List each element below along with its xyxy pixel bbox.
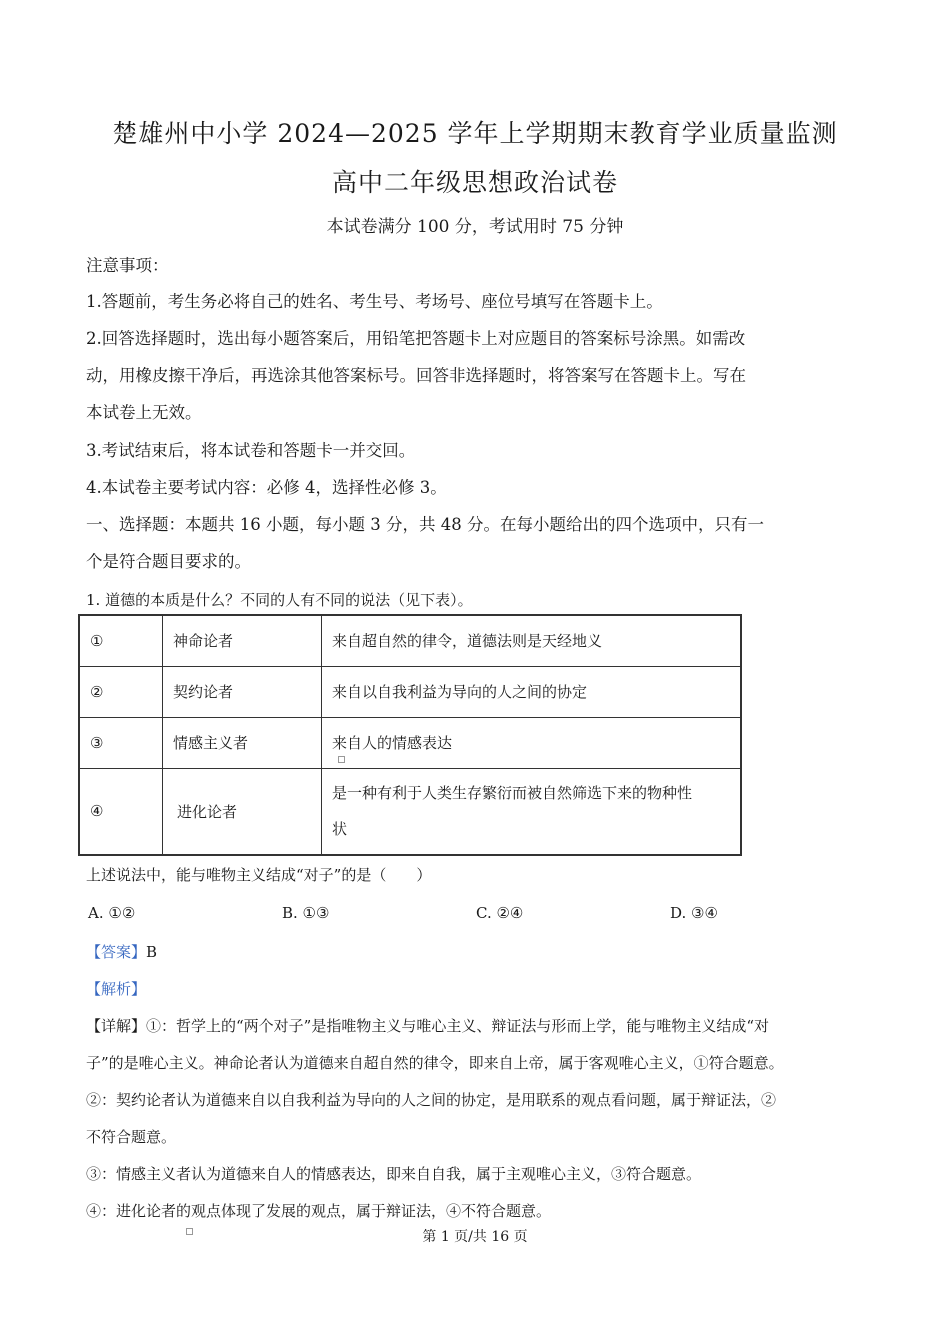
table-cell-name: 神命论者 <box>163 615 322 666</box>
exam-subtitle: 高中二年级思想政治试卷 <box>331 168 618 197</box>
detail-line: ④：进化论者的观点体现了发展的观点，属于辩证法，④不符合题意。 <box>86 1202 552 1220</box>
option-d: D. ③④ <box>670 904 718 922</box>
table-cell-num: ② <box>79 666 163 717</box>
table-cell-name <box>163 768 322 855</box>
exam-title: 楚雄州中小学 2024—2025 学年上学期期末教育学业质量监测 <box>112 119 838 148</box>
table-cell-name-text: 进化论者 <box>177 802 238 821</box>
notice-line: 3.考试结束后，将本试卷和答题卡一并交回。 <box>86 441 416 460</box>
detail-line: ③：情感主义者认为道德来自人的情感表达，即来自自我，属于主观唯心主义，③符合题意。 <box>86 1165 702 1183</box>
detail-line: ②：契约论者认为道德来自以自我利益为导向的人之间的协定，是用联系的观点看问题，属于辩证法，② <box>86 1091 777 1109</box>
notice-line: 动，用橡皮擦干净后，再选涂其他答案标号。回答非选择题时，将答案写在答题卡上。写在 <box>86 366 746 385</box>
table-row <box>79 615 741 666</box>
answer-line <box>86 941 157 962</box>
notice-line: 1.答题前，考生务必将自己的姓名、考生号、考场号、座位号填写在答题卡上。 <box>86 292 663 311</box>
notice-heading: 注意事项： <box>86 256 169 275</box>
table-row <box>79 768 741 855</box>
table-cell-desc: 来自以自我利益为导向的人之间的协定 <box>322 666 742 717</box>
table-cell-desc <box>322 768 742 855</box>
detail-line: 子”的是唯心主义。神命论者认为道德来自超自然的律令，即来自上帝，属于客观唯心主义，①符合题意。 <box>86 1054 784 1072</box>
option-b: B. ①③ <box>282 904 330 922</box>
exam-info: 本试卷满分 100 分，考试用时 75 分钟 <box>326 217 624 237</box>
table-cell-desc-line: 状 <box>332 820 348 839</box>
notice-line: 4.本试卷主要考试内容：必修 4，选择性必修 3。 <box>86 478 447 497</box>
notice-line: 2.回答选择题时，选出每小题答案后，用铅笔把答题卡上对应题目的答案标号涂黑。如需改 <box>86 329 746 348</box>
section-heading-cont: 个是符合题目要求的。 <box>86 552 251 571</box>
table-cell-name: 情感主义者 <box>163 717 322 768</box>
answer-label: 【答案】 <box>86 943 147 961</box>
detail-line <box>86 1015 769 1036</box>
table-row <box>79 666 741 717</box>
option-c: C. ②④ <box>476 904 524 922</box>
table-cell-desc: 来自超自然的律令，道德法则是天经地义 <box>322 615 742 666</box>
option-a: A. ①② <box>88 904 136 922</box>
table-row <box>79 717 741 768</box>
detail-label: 【详解】 <box>86 1017 147 1035</box>
detail-text: ①：哲学上的“两个对子”是指唯物主义与唯心主义、辩证法与形而上学，能与唯物主义结成“对 <box>146 1017 770 1035</box>
notice-line: 本试卷上无效。 <box>86 403 202 422</box>
table-cell-name: 契约论者 <box>163 666 322 717</box>
answer-value: B <box>146 943 158 961</box>
table-cell-desc-line: 是一种有利于人类生存繁衍而被自然筛选下来的物种性 <box>332 784 693 803</box>
table-cell-num: ① <box>79 615 163 666</box>
table-cell-num: ③ <box>79 717 163 768</box>
question-prompt: 上述说法中，能与唯物主义结成“对子”的是（ ） <box>86 866 432 884</box>
section-heading: 一、选择题：本题共 16 小题，每小题 3 分，共 48 分。在每小题给出的四个选项中，只有一 <box>86 515 764 534</box>
detail-line: 不符合题意。 <box>86 1128 177 1146</box>
placeholder-mark <box>338 756 345 763</box>
question-table <box>78 614 742 856</box>
analysis-label: 【解析】 <box>86 980 147 998</box>
question-stem: 1. 道德的本质是什么？不同的人有不同的说法（见下表）。 <box>86 591 473 609</box>
table-cell-num: ④ <box>79 768 163 855</box>
table-cell-desc: 来自人的情感表达 <box>322 717 742 768</box>
page-number: 第 1 页/共 16 页 <box>422 1229 528 1245</box>
